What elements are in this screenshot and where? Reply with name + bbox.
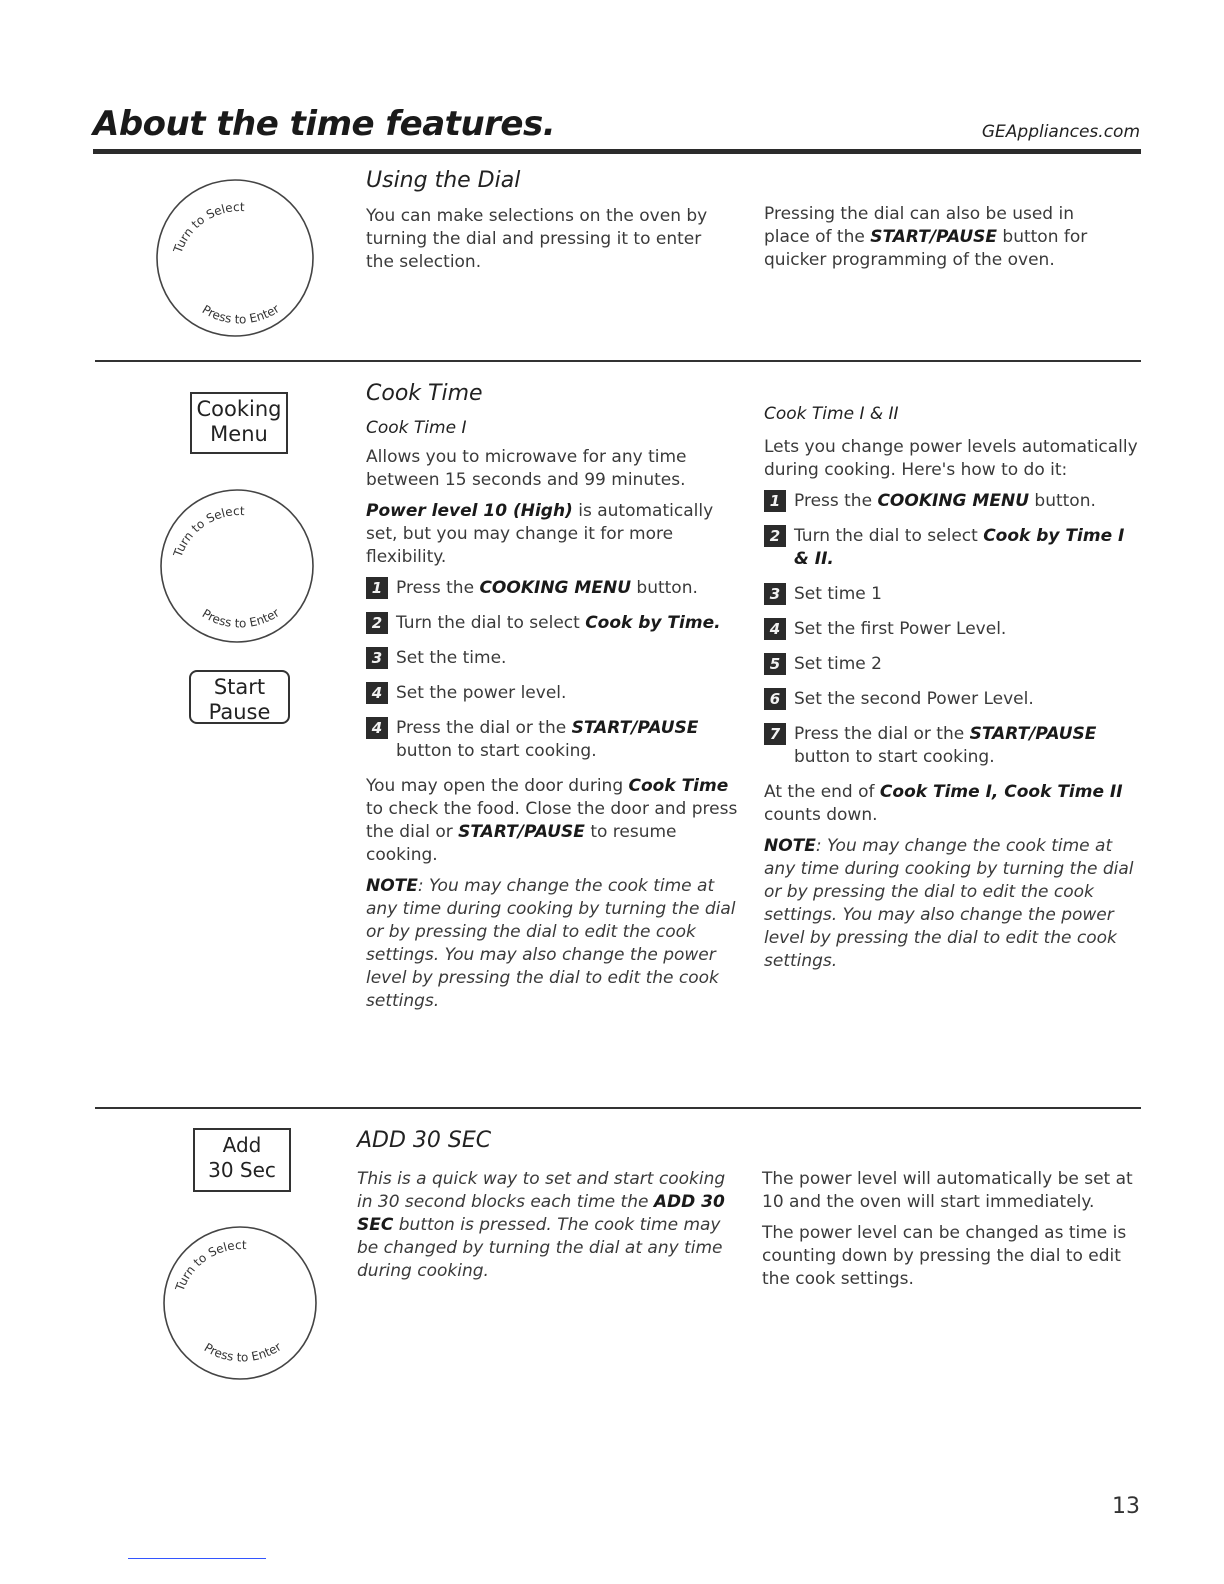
cook-time-i-intro: Allows you to microwave for any time between 15 seconds and 99 minutes. [366, 447, 687, 490]
list-item: 4 Set the first Power Level. [764, 618, 1144, 641]
website-link: GEAppliances.com [981, 122, 1140, 142]
list-item: 3 Set time 1 [764, 583, 1144, 606]
cooking-menu-button: Cooking Menu [190, 392, 288, 454]
using-dial-left-text: You can make selections on the oven by turning the dial and pressing it to enter the selection. [366, 206, 708, 272]
list-item: 4 Press the dial or the START/PAUSE button to start cooking. [366, 717, 746, 763]
press-to-enter-label: Press to Enter [199, 605, 282, 631]
cook-time-i-ii-column [764, 404, 1144, 981]
dial-illustration [150, 158, 330, 368]
list-item: 6 Set the second Power Level. [764, 688, 1144, 711]
list-item: 1 Press the COOKING MENU button. [764, 490, 1144, 513]
cook-time-i-column [366, 418, 746, 1021]
add-30-sec-left-text: This is a quick way to set and start cooking in 30 second blocks each time the ADD 30 SEC button is pressed. The cook time may be changed by turning the dial at any time during cooking. [357, 1169, 726, 1281]
turn-to-select-label: Turn to Select [170, 199, 245, 255]
cook-time-i-ii-note: NOTE: You may change the cook time at any time during cooking by turning the dial or by pressing the dial to edit the cook settings. You may also change the power level by pressing the dial to edit the cook settings. [764, 836, 1134, 971]
cook-time-title: Cook Time [366, 381, 483, 406]
countdown-text: At the end of Cook Time I, Cook Time II counts down. [764, 782, 1123, 825]
list-item: 1 Press the COOKING MENU button. [366, 577, 746, 600]
cook-time-i-ii-subtitle: Cook Time I & II [764, 404, 899, 424]
cook-time-i-note: NOTE: You may change the cook time at any time during cooking by turning the dial or by pressing the dial to edit the cook settings. You may also change the power level by pressing the dial to edit the cook settings. [366, 876, 736, 1011]
turn-to-select-label: Turn to Select [172, 1237, 247, 1293]
list-item: 4 Set the power level. [366, 682, 746, 705]
dial-illustration [150, 462, 330, 672]
cook-time-i-subtitle: Cook Time I [366, 418, 467, 438]
add-30-sec-title: ADD 30 SEC [357, 1128, 492, 1153]
footer-line [128, 1558, 266, 1559]
section-rule [95, 1107, 1141, 1109]
list-item: 5 Set time 2 [764, 653, 1144, 676]
start-pause-button: Start Pause [189, 670, 290, 724]
add-30-sec-button: Add 30 Sec [193, 1128, 291, 1192]
using-dial-title: Using the Dial [366, 168, 521, 193]
turn-to-select-label: Turn to Select [170, 503, 245, 559]
list-item: 3 Set the time. [366, 647, 746, 670]
header-rule [93, 149, 1141, 154]
power-level-text: Power level 10 (High) is automatically set, but you may change it for more flexibility. [366, 501, 714, 567]
dial-illustration [150, 1196, 330, 1406]
list-item: 2 Turn the dial to select Cook by Time. [366, 612, 746, 635]
door-open-text: You may open the door during Cook Time to check the food. Close the door and press the dial or START/PAUSE to resume cooking. [366, 776, 738, 865]
list-item: 2 Turn the dial to select Cook by Time I & II. [764, 525, 1144, 571]
cook-time-i-ii-steps [764, 490, 1144, 769]
add-30-sec-right-column [762, 1168, 1144, 1299]
page-number: 13 [1112, 1494, 1140, 1519]
cook-time-i-steps [366, 577, 746, 763]
page-title: About the time features. [93, 104, 556, 144]
press-to-enter-label: Press to Enter [199, 301, 282, 327]
list-item: 7 Press the dial or the START/PAUSE button to start cooking. [764, 723, 1144, 769]
add-30-sec-right-text: The power level will automatically be set at 10 and the oven will start immediately. [762, 1169, 1133, 1212]
section-rule [95, 360, 1141, 362]
press-to-enter-label: Press to Enter [201, 1339, 284, 1365]
using-dial-right-text: Pressing the dial can also be used in place of the START/PAUSE button for quicker programming of the oven. [764, 204, 1088, 270]
cook-time-i-ii-intro: Lets you change power levels automatically during cooking. Here's how to do it: [764, 437, 1138, 480]
add-30-sec-right-text: The power level can be changed as time is counting down by pressing the dial to edit the cook settings. [762, 1223, 1127, 1289]
